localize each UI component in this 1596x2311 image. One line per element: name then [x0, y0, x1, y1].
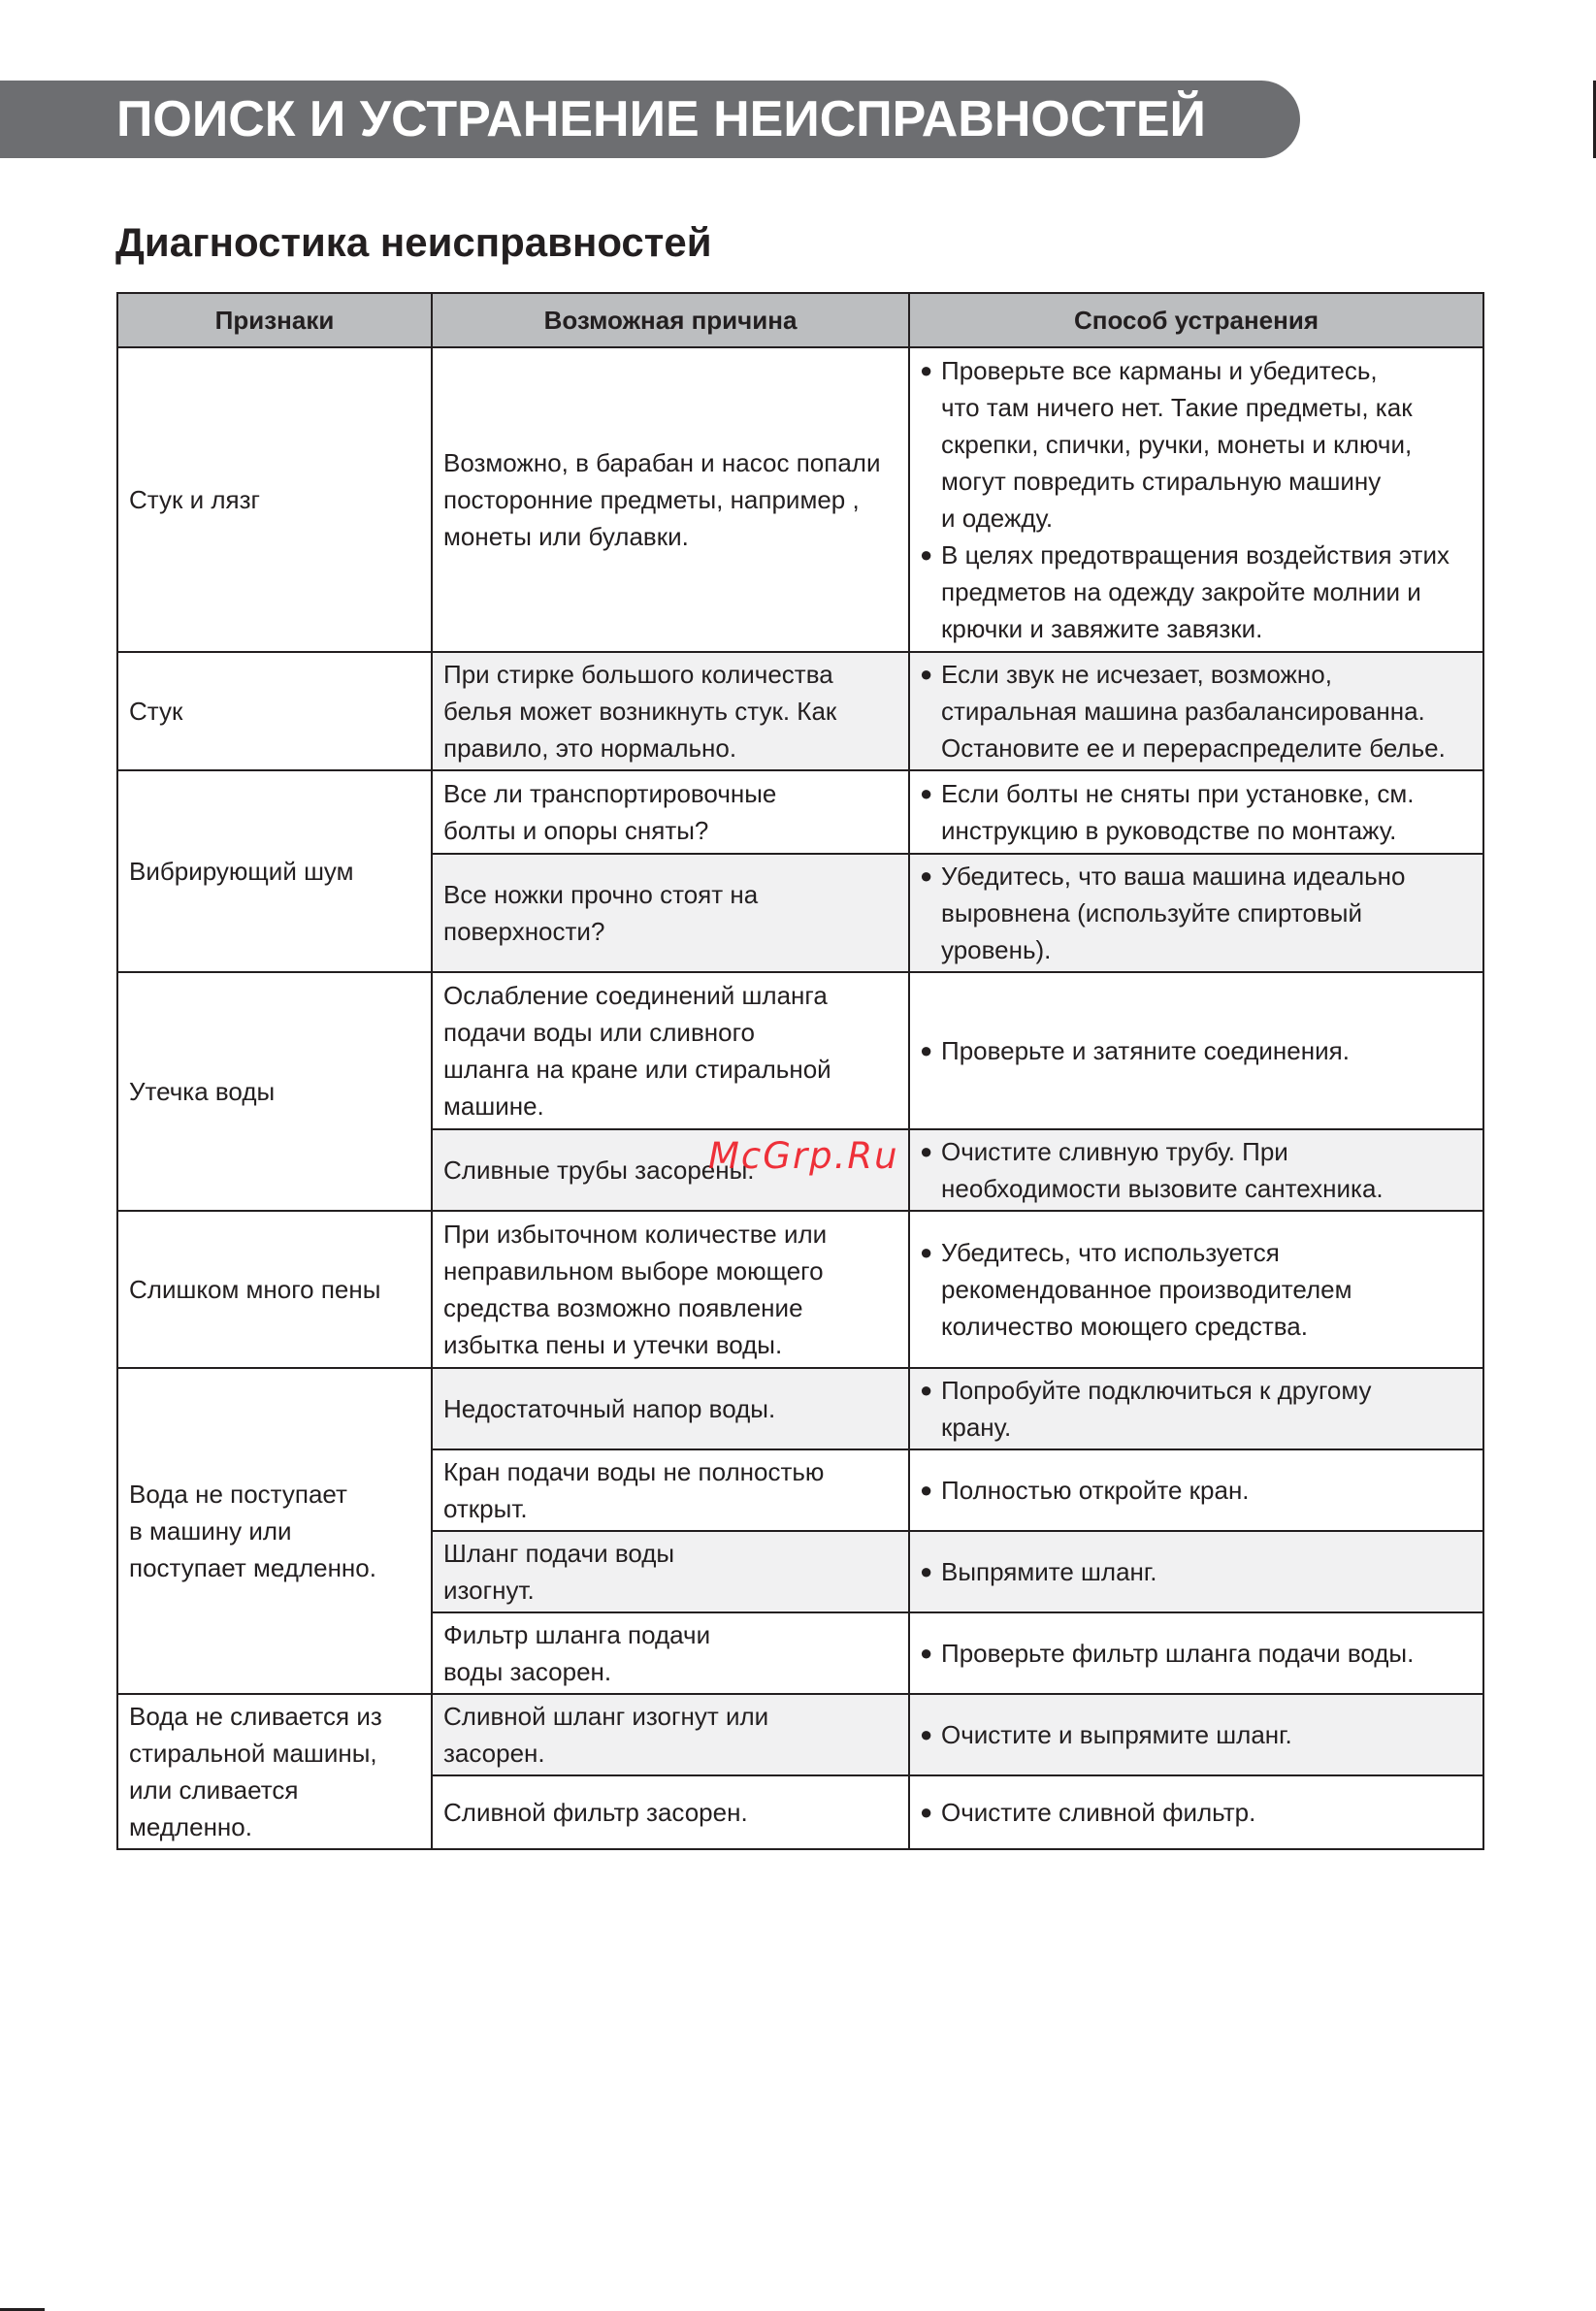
- cause-cell: Все ли транспортировочные болты и опоры сняты?: [432, 770, 909, 854]
- solution-item: [920, 656, 1477, 766]
- cause-cell: Шланг подачи воды изогнут.: [432, 1531, 909, 1612]
- cause-cell: Сливной шланг изогнут или засорен.: [432, 1694, 909, 1775]
- cause-cell: Возможно, в барабан и насос попали посторонние предметы, например , монеты или булавки.: [432, 347, 909, 652]
- solution-text: Полностью откройте кран.: [941, 1476, 1250, 1505]
- table-header-row: [117, 293, 1483, 347]
- solution-cell: [909, 854, 1483, 972]
- table-row: [117, 1694, 1483, 1775]
- bullet-icon: ●: [920, 1722, 933, 1746]
- diagnostics-table: [116, 292, 1484, 1850]
- solution-item: [920, 1635, 1477, 1672]
- cause-cell: Все ножки прочно стоят на поверхности?: [432, 854, 909, 972]
- cause-cell: Ослабление соединений шланга подачи воды или сливного шланга на кране или стиральной машине.: [432, 972, 909, 1129]
- page-title: ПОИСК И УСТРАНЕНИЕ НЕИСПРАВНОСТЕЙ: [116, 91, 1206, 147]
- solution-item: [920, 537, 1477, 647]
- cause-cell: Фильтр шланга подачи воды засорен.: [432, 1612, 909, 1694]
- solution-item: [920, 775, 1477, 849]
- section-title: Диагностика неисправностей: [115, 219, 712, 265]
- solution-cell: [909, 1211, 1483, 1368]
- solution-text: Если звук не исчезает, возможно, стиральная машина разбалансированна. Остановите ее и перераспределите белье.: [941, 660, 1446, 763]
- column-header-solution: Способ устранения: [909, 293, 1483, 347]
- solution-cell: [909, 770, 1483, 854]
- symptom-cell: Вода не поступает в машину или поступает медленно.: [117, 1368, 432, 1694]
- symptom-cell: Утечка воды: [117, 972, 432, 1211]
- solution-cell: [909, 347, 1483, 652]
- solution-cell: [909, 1694, 1483, 1775]
- cause-cell: Сливные трубы засорены.: [432, 1129, 909, 1211]
- solution-text: Проверьте и затяните соединения.: [941, 1036, 1350, 1065]
- bullet-icon: ●: [920, 1641, 933, 1665]
- solution-text: Очистите сливной фильтр.: [941, 1798, 1256, 1827]
- bullet-icon: ●: [920, 1478, 933, 1502]
- solution-item: [920, 1133, 1477, 1207]
- table-row: [117, 1368, 1483, 1449]
- bullet-icon: ●: [920, 542, 933, 567]
- table-row: [117, 972, 1483, 1129]
- solution-text: Проверьте все карманы и убедитесь, что там ничего нет. Такие предметы, как скрепки, спички, ручки, монеты и ключи, могут повредить стиральную машину и одежду.: [941, 356, 1413, 533]
- symptom-cell: Стук и лязг: [117, 347, 432, 652]
- solution-item: [920, 1716, 1477, 1753]
- table-row: [117, 770, 1483, 854]
- solution-text: Выпрямите шланг.: [941, 1557, 1157, 1586]
- solution-cell: [909, 972, 1483, 1129]
- bullet-icon: ●: [920, 781, 933, 805]
- cause-cell: При стирке большого количества белья может возникнуть стук. Как правило, это нормально.: [432, 652, 909, 770]
- solution-cell: [909, 1612, 1483, 1694]
- solution-text: Проверьте фильтр шланга подачи воды.: [941, 1639, 1415, 1668]
- bullet-icon: ●: [920, 1139, 933, 1163]
- solution-text: Если болты не сняты при установке, см. инструкцию в руководстве по монтажу.: [941, 779, 1415, 845]
- table-row: [117, 1211, 1483, 1368]
- solution-item: [920, 1234, 1477, 1345]
- solution-text: Очистите сливную трубу. При необходимости вызовите сантехника.: [941, 1137, 1384, 1203]
- symptom-cell: Вода не сливается из стиральной машины, или сливается медленно.: [117, 1694, 432, 1849]
- solution-cell: [909, 1449, 1483, 1531]
- bullet-icon: ●: [920, 1559, 933, 1583]
- solution-text: Очистите и выпрямите шланг.: [941, 1720, 1292, 1749]
- bullet-icon: ●: [920, 1800, 933, 1824]
- cause-cell: Недостаточный напор воды.: [432, 1368, 909, 1449]
- bullet-icon: ●: [920, 863, 933, 888]
- column-header-cause: Возможная причина: [432, 293, 909, 347]
- solution-text: Убедитесь, что используется рекомендованное производителем количество моющего средства.: [941, 1238, 1352, 1341]
- table-row: [117, 652, 1483, 770]
- watermark: McGrp.Ru: [708, 1135, 899, 1177]
- cause-cell: При избыточном количестве или неправильном выборе моющего средства возможно появление избытка пены и утечки воды.: [432, 1211, 909, 1368]
- bullet-icon: ●: [920, 358, 933, 382]
- solution-item: [920, 858, 1477, 968]
- cause-cell: Кран подачи воды не полностью открыт.: [432, 1449, 909, 1531]
- solution-cell: [909, 652, 1483, 770]
- solution-cell: [909, 1368, 1483, 1449]
- solution-item: [920, 1553, 1477, 1590]
- symptom-cell: Слишком много пены: [117, 1211, 432, 1368]
- solution-item: [920, 352, 1477, 537]
- bullet-icon: ●: [920, 1240, 933, 1264]
- solution-cell: [909, 1129, 1483, 1211]
- table-row: [117, 347, 1483, 652]
- bullet-icon: ●: [920, 1038, 933, 1062]
- solution-text: Убедитесь, что ваша машина идеально выровнена (используйте спиртовый уровень).: [941, 862, 1406, 964]
- symptom-cell: Вибрирующий шум: [117, 770, 432, 972]
- cause-cell: Сливной фильтр засорен.: [432, 1775, 909, 1849]
- solution-cell: [909, 1531, 1483, 1612]
- solution-item: [920, 1372, 1477, 1446]
- solution-text: Попробуйте подключиться к другому крану.: [941, 1376, 1372, 1442]
- bullet-icon: ●: [920, 1378, 933, 1402]
- solution-item: [920, 1472, 1477, 1509]
- column-header-symptoms: Признаки: [117, 293, 432, 347]
- bullet-icon: ●: [920, 662, 933, 686]
- symptom-cell: Стук: [117, 652, 432, 770]
- table-body: [117, 347, 1483, 1849]
- solution-cell: [909, 1775, 1483, 1849]
- solution-item: [920, 1032, 1477, 1069]
- solution-text: В целях предотвращения воздействия этих предметов на одежду закройте молнии и крючки и завяжите завязки.: [941, 540, 1449, 643]
- solution-item: [920, 1794, 1477, 1831]
